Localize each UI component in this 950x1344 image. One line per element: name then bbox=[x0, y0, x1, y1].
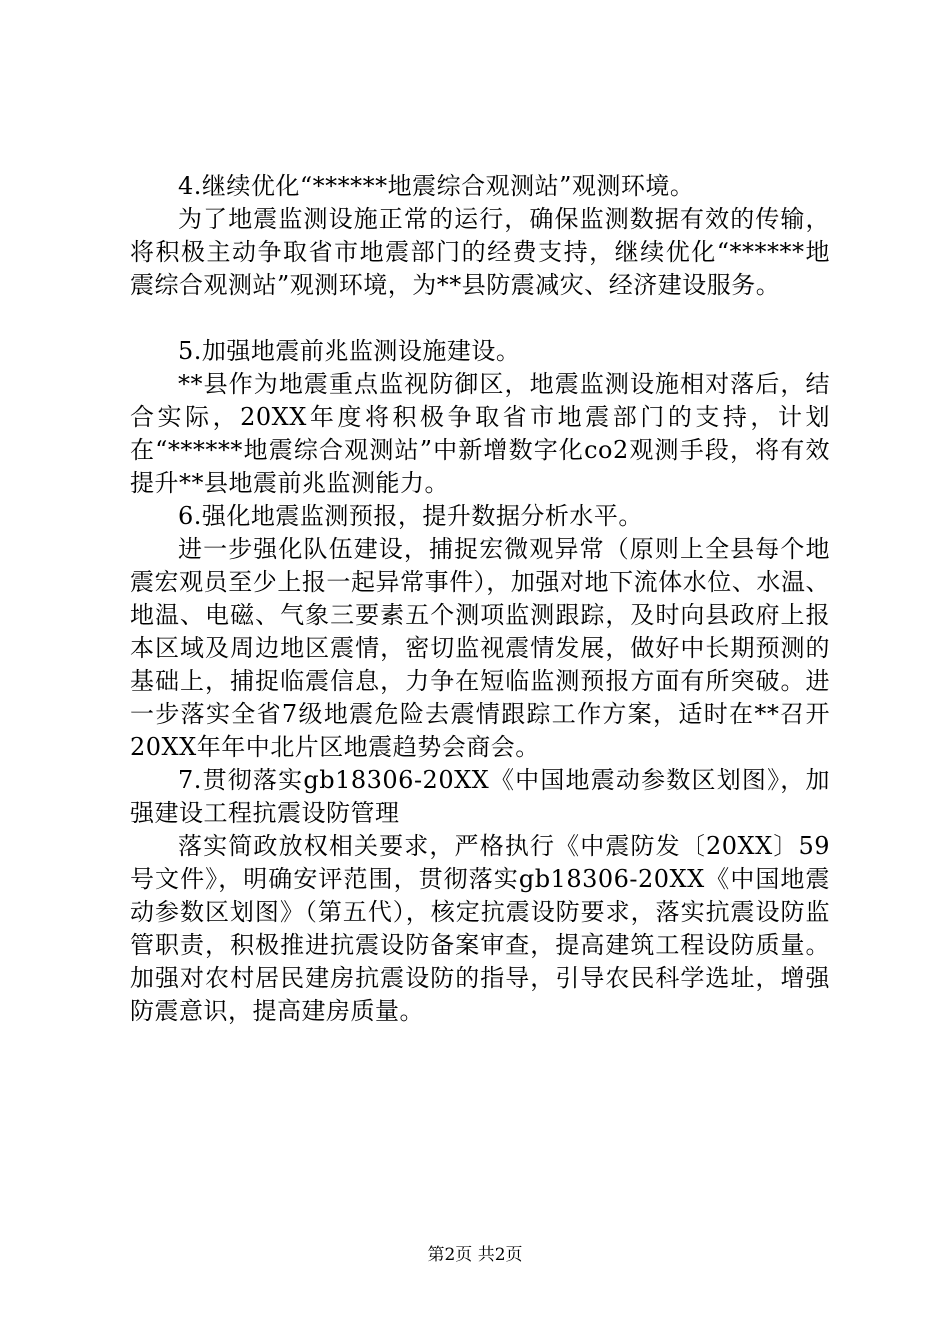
paragraph-item-6: 进一步强化队伍建设，捕捉宏微观异常（原则上全县每个地震宏观员至少上报一起异常事件），加强对地下流体水位、水温、地温、电磁、气象三要素五个测项监测跟踪，及时向县政府上报本区域及周边地区震情，密切监视震情发展，做好中长期预测的基础上，捕捉临震信息，力争在短临监测预报方面有所突破。进一步落实全省7级地震危险去震情跟踪工作方案，适时在**召开20XX年年中北片区地震趋势会商会。 bbox=[130, 535, 830, 761]
paragraph-item-7: 落实简政放权相关要求，严格执行《中震防发〔20XX〕59号文件》，明确安评范围，贯彻落实gb18306-20XX《中国地震动参数区划图》（第五代），核定抗震设防要求，落实抗震设防监管职责，积极推进抗震设防备案审查，提高建筑工程设防质量。加强对农村居民建房抗震设防的指导，引导农民科学选址，增强防震意识，提高建房质量。 bbox=[130, 832, 830, 1025]
heading-item-6: 6.强化地震监测预报，提升数据分析水平。 bbox=[178, 502, 643, 530]
paragraph-gap bbox=[130, 302, 830, 335]
paragraph-item-5: **县作为地震重点监视防御区，地震监测设施相对落后，结合实际，20XX年度将积极争取省市地震部门的支持，计划在“******地震综合观测站”中新增数字化co2观测手段，将有效提升**县地震前兆监测能力。 bbox=[130, 370, 830, 497]
page-footer: 第2页 共2页 bbox=[427, 1245, 523, 1265]
document-body bbox=[130, 170, 830, 1028]
heading-item-7: 7.贯彻落实gb18306-20XX《中国地震动参数区划图》，加强建设工程抗震设防管理 bbox=[130, 766, 830, 827]
paragraph-item-4: 为了地震监测设施正常的运行，确保监测数据有效的传输，将积极主动争取省市地震部门的经费支持，继续优化“******地震综合观测站”观测环境，为**县防震减灾、经济建设服务。 bbox=[130, 205, 830, 299]
heading-item-5: 5.加强地震前兆监测设施建设。 bbox=[178, 337, 521, 365]
heading-item-4: 4.继续优化“******地震综合观测站”观测环境。 bbox=[178, 172, 695, 200]
